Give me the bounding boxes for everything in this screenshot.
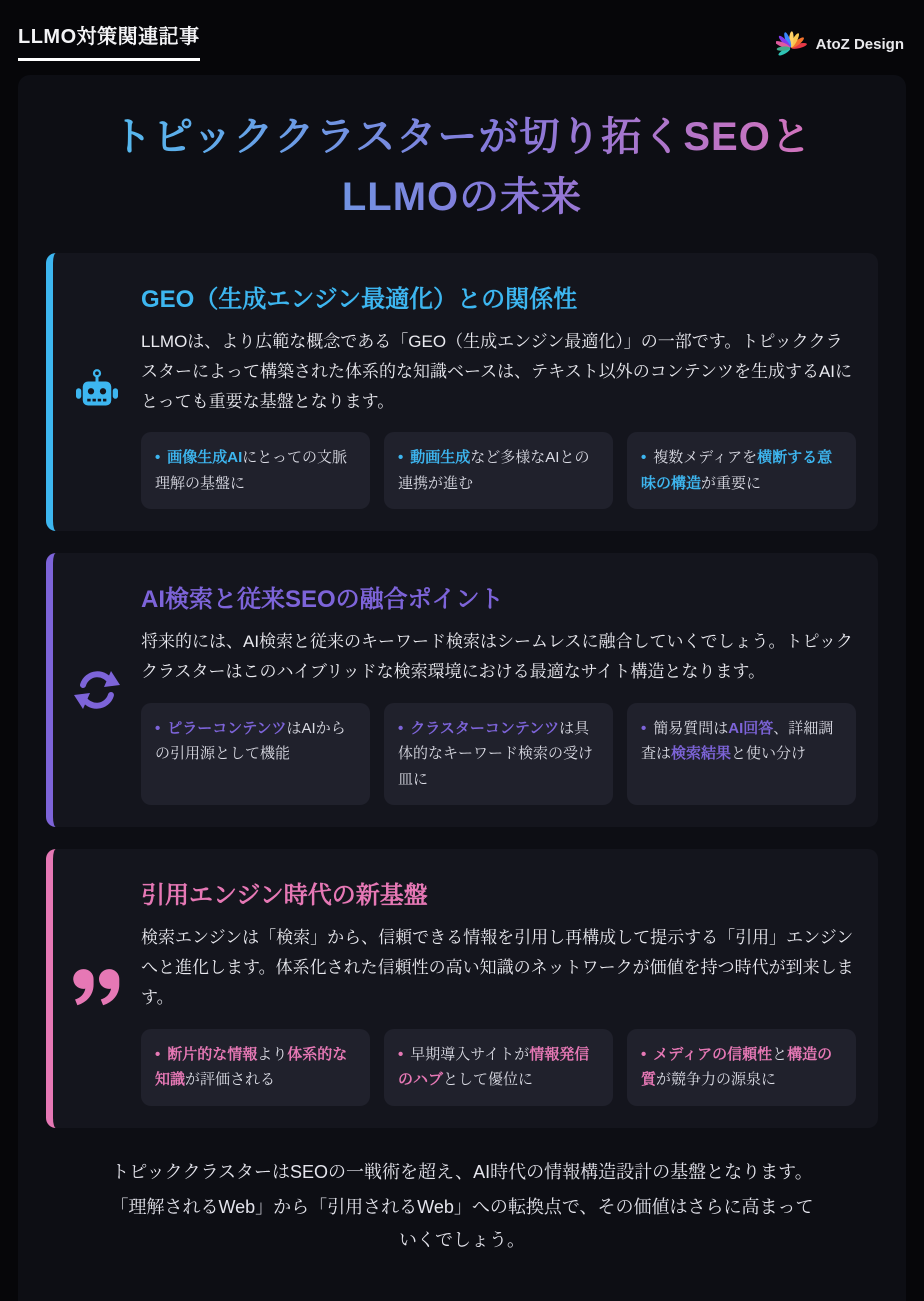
main-title-line1: トピッククラスターが切り拓くSEOと <box>112 115 812 159</box>
bullet-box <box>141 703 370 806</box>
bullet-keyword: 検索結果 <box>671 745 732 763</box>
bullet-box <box>141 1029 370 1106</box>
bullet-text: が重要に <box>701 474 762 492</box>
bullet-text: より <box>257 1045 288 1063</box>
bullet-text: として優位に <box>443 1071 534 1088</box>
bullet-keyword: 断片的な情報 <box>167 1045 258 1063</box>
page-category-title: LLMO対策関連記事 <box>18 20 200 61</box>
bullet-box <box>627 432 856 509</box>
bullet-dot: • <box>398 719 404 737</box>
closing-line2: 「理解されるWeb」から「引用されるWeb」への転換点で、その価値はさらに高まっていくでしょう。 <box>110 1196 814 1251</box>
section-body: 将来的には、AI検索と従来のキーワード検索はシームレスに融合していくでしょう。トピッククラスターはこのハイブリッドな検索環境における最適なサイト構造となります。 <box>141 632 853 681</box>
sections-list <box>46 253 878 1128</box>
topic-section <box>46 849 878 1127</box>
section-content <box>141 871 856 1105</box>
brand-name: AtoZ Design <box>815 35 904 53</box>
atoz-logo-icon <box>776 28 808 60</box>
section-content <box>141 275 856 509</box>
main-title-line2: LLMOの未来 <box>341 175 583 219</box>
bullet-dot: • <box>641 449 647 467</box>
bullet-text: 複数メディアを <box>653 449 758 467</box>
bullet-dot: • <box>398 449 404 467</box>
bullet-keyword: AI回答 <box>728 719 774 737</box>
bullet-text: が評価される <box>185 1071 276 1088</box>
topic-section <box>46 253 878 531</box>
bullet-keyword: 情報発信のハブ <box>398 1045 590 1088</box>
sync-icon <box>73 666 121 714</box>
bullet-text: など多様なAIとの連携が進む <box>398 449 590 492</box>
bullet-text: はAIからの引用源として機能 <box>155 719 346 763</box>
brand <box>776 20 904 60</box>
topic-section <box>46 553 878 827</box>
section-title: GEO（生成エンジン最適化）との関係性 <box>141 286 578 313</box>
bullet-keyword: 画像生成AI <box>167 449 243 467</box>
bullet-text: と使い分け <box>731 745 807 763</box>
bullet-keyword: 体系的な知識 <box>155 1045 348 1088</box>
bullet-box <box>384 1029 613 1106</box>
bullet-box <box>384 432 613 509</box>
bullet-row <box>141 1029 856 1106</box>
bullet-text: は具体的なキーワード検索の受け皿に <box>398 719 594 788</box>
section-title: AI検索と従来SEOの融合ポイント <box>141 586 504 614</box>
bullet-text: 早期導入サイトが <box>410 1045 530 1063</box>
bullet-text: にとっての文脈理解の基盤に <box>155 449 347 492</box>
bullet-row <box>141 432 856 509</box>
bullet-keyword: 構造の質 <box>641 1045 833 1088</box>
section-content <box>141 575 856 805</box>
bullet-keyword: ピラーコンテンツ <box>167 719 287 737</box>
section-body: 検索エンジンは「検索」から、信頼できる情報を引用し再構成して提示する「引用」エンジンへと進化します。体系化された信頼性の高い知識のネットワークが価値を持つ時代が到来します。 <box>141 928 854 1007</box>
closing-line1: トピッククラスターはSEOの一戦術を超え、AI時代の情報構造設計の基盤となります。 <box>111 1161 813 1182</box>
bullet-text: 、詳細調査は <box>641 719 834 763</box>
bullet-dot: • <box>155 449 161 467</box>
bullet-dot: • <box>398 1045 404 1063</box>
bullet-dot: • <box>155 719 161 737</box>
quote-icon <box>73 964 121 1012</box>
bullet-box <box>384 703 613 806</box>
bullet-keyword: 横断する意味の構造 <box>641 449 833 492</box>
section-body: LLMOは、より広範な概念である「GEO（生成エンジン最適化）」の一部です。トピッククラスターによって構築された体系的な知識ベースは、テキスト以外のコンテンツを生成するAIにとっても重要な基盤となります。 <box>141 332 853 411</box>
article-card <box>18 75 906 1301</box>
bullet-text: と <box>772 1045 788 1063</box>
header <box>0 0 924 71</box>
bullet-box <box>627 1029 856 1106</box>
bullet-keyword: クラスターコンテンツ <box>410 719 560 737</box>
robot-icon <box>73 368 121 416</box>
section-icon-column <box>53 871 141 1105</box>
section-icon-column <box>53 575 141 805</box>
bullet-dot: • <box>641 1045 647 1063</box>
section-title: 引用エンジン時代の新基盤 <box>141 882 428 910</box>
bullet-dot: • <box>641 719 647 737</box>
main-title <box>46 107 878 227</box>
bullet-dot: • <box>155 1045 161 1063</box>
closing-note <box>46 1156 878 1258</box>
bullet-text: 簡易質問は <box>653 719 729 737</box>
bullet-row <box>141 703 856 806</box>
bullet-text: が競争力の源泉に <box>656 1071 777 1088</box>
bullet-keyword: 動画生成 <box>410 449 471 467</box>
bullet-box <box>141 432 370 509</box>
bullet-keyword: メディアの信頼性 <box>653 1045 773 1063</box>
bullet-box <box>627 703 856 806</box>
section-icon-column <box>53 275 141 509</box>
